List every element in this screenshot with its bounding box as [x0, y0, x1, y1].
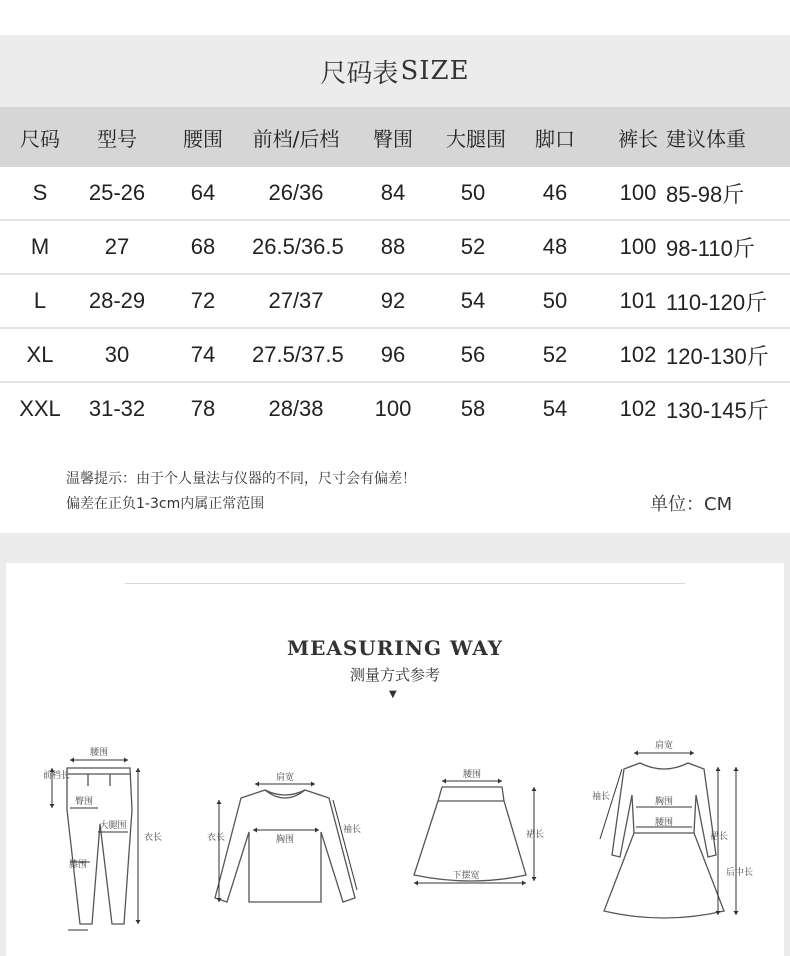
cell-hip: 88: [380, 234, 406, 259]
skirt-diagram: [400, 765, 550, 895]
cell-rise: 27.5/37.5: [252, 342, 344, 367]
cell-weight: 98-110斤: [666, 235, 755, 261]
tip-line-2: 偏差在正负1-3cm内属正常范围: [66, 496, 265, 512]
shirt-shoulder-label: 肩宽: [275, 773, 295, 783]
cell-rise: 26/36: [268, 180, 324, 205]
skirt-waist-label: 腰围: [462, 770, 482, 780]
pants-diagram: [40, 740, 170, 940]
dress-diagram: [588, 735, 754, 925]
dress-chest-label: 胸围: [654, 797, 674, 807]
cell-hip: 96: [380, 342, 406, 367]
pants-outline: [67, 768, 132, 924]
top-strip: [0, 0, 790, 35]
pants-thigh-label: 大腿围: [99, 821, 127, 831]
cell-size: S: [32, 180, 48, 205]
cell-hip: 84: [380, 180, 406, 205]
cell-hip: 100: [374, 396, 412, 421]
cell-waist: 78: [190, 396, 216, 421]
cell-thigh: 52: [460, 234, 486, 259]
pants-rise-label: 前档长: [43, 771, 71, 781]
tip-line-1: 温馨提示：由于个人量法与仪器的不同，尺寸会有偏差！: [66, 471, 416, 487]
shirt-sleeve-label: 袖长: [343, 825, 362, 835]
dress-sleeve-label: 袖长: [592, 792, 611, 802]
cell-model: 30: [104, 342, 130, 367]
cell-hem: 48: [542, 234, 568, 259]
measuring-title: MEASURING WAY: [286, 636, 504, 660]
cell-thigh: 50: [460, 180, 486, 205]
header-length: 裤长: [618, 126, 658, 151]
table-row: [0, 383, 790, 437]
pants-hip-label: 臀围: [74, 797, 94, 807]
dress-shoulder-label: 肩宽: [654, 741, 674, 751]
table-row: [0, 221, 790, 275]
pants-knee-label: 膝围: [68, 860, 88, 870]
frame-left: [0, 533, 6, 956]
cell-hem: 54: [542, 396, 568, 421]
title-en: SIZE: [400, 56, 470, 86]
cell-weight: 130-145斤: [666, 397, 769, 423]
skirt-length-label: 裙长: [526, 830, 545, 840]
cell-thigh: 54: [460, 288, 486, 313]
table-row: [0, 329, 790, 383]
cell-length: 102: [619, 342, 657, 367]
cell-size: L: [33, 288, 47, 313]
header-thigh: 大腿围: [446, 126, 506, 151]
cell-length: 102: [619, 396, 657, 421]
header-size: 尺码: [20, 126, 60, 151]
skirt-hem-label: 下摆宽: [452, 871, 480, 881]
dress-back-length-label: 后中长: [726, 868, 754, 878]
down-arrow-icon: ▼: [389, 689, 397, 700]
cell-model: 27: [104, 234, 130, 259]
cell-weight: 85-98斤: [666, 181, 745, 207]
measuring-subtitle: 测量方式参考: [349, 666, 440, 684]
header-rise: 前档/后档: [252, 126, 340, 151]
cell-model: 31-32: [88, 396, 146, 421]
cell-weight: 120-130斤: [666, 343, 769, 369]
cell-size: XXL: [19, 396, 61, 421]
header-hip: 臀围: [373, 126, 413, 151]
header-hem: 脚口: [535, 126, 575, 151]
table-row: [0, 167, 790, 221]
cell-hem: 52: [542, 342, 568, 367]
cell-hip: 92: [380, 288, 406, 313]
cell-model: 28-29: [88, 288, 146, 313]
cell-rise: 28/38: [268, 396, 324, 421]
table-header: [0, 107, 790, 167]
cell-model: 25-26: [88, 180, 146, 205]
page-title: [0, 35, 790, 107]
header-waist: 腰围: [183, 126, 223, 151]
divider-line: [125, 583, 685, 584]
shirt-length-label: 衣长: [207, 833, 226, 843]
table-row: [0, 275, 790, 329]
cell-hem: 46: [542, 180, 568, 205]
shirt-diagram: [205, 770, 365, 920]
dress-outline: [604, 763, 724, 918]
cell-length: 100: [619, 180, 657, 205]
shirt-chest-label: 胸围: [275, 835, 295, 845]
cell-waist: 68: [190, 234, 216, 259]
cell-size: XL: [26, 342, 54, 367]
cell-hem: 50: [542, 288, 568, 313]
cell-thigh: 58: [460, 396, 486, 421]
frame-right: [784, 533, 790, 956]
cell-length: 101: [619, 288, 657, 313]
dress-waist-label: 腰围: [654, 818, 674, 828]
shirt-outline: [215, 790, 355, 902]
section-divider: [0, 533, 790, 563]
cell-thigh: 56: [460, 342, 486, 367]
pants-length-label: 衣长: [144, 833, 163, 843]
cell-size: M: [30, 234, 50, 259]
unit-label: 单位：CM: [650, 494, 733, 515]
cell-length: 100: [619, 234, 657, 259]
dress-length-label: 裙长: [710, 832, 729, 842]
cell-rise: 27/37: [268, 288, 324, 313]
cell-waist: 74: [190, 342, 216, 367]
cell-weight: 110-120斤: [666, 289, 768, 315]
pants-waist-label: 腰围: [89, 748, 109, 758]
cell-waist: 72: [190, 288, 216, 313]
header-model: 型号: [97, 126, 137, 151]
title-cn: 尺码表: [320, 58, 399, 89]
cell-rise: 26.5/36.5: [252, 234, 344, 259]
header-weight: 建议体重: [666, 126, 746, 151]
cell-waist: 64: [190, 180, 216, 205]
